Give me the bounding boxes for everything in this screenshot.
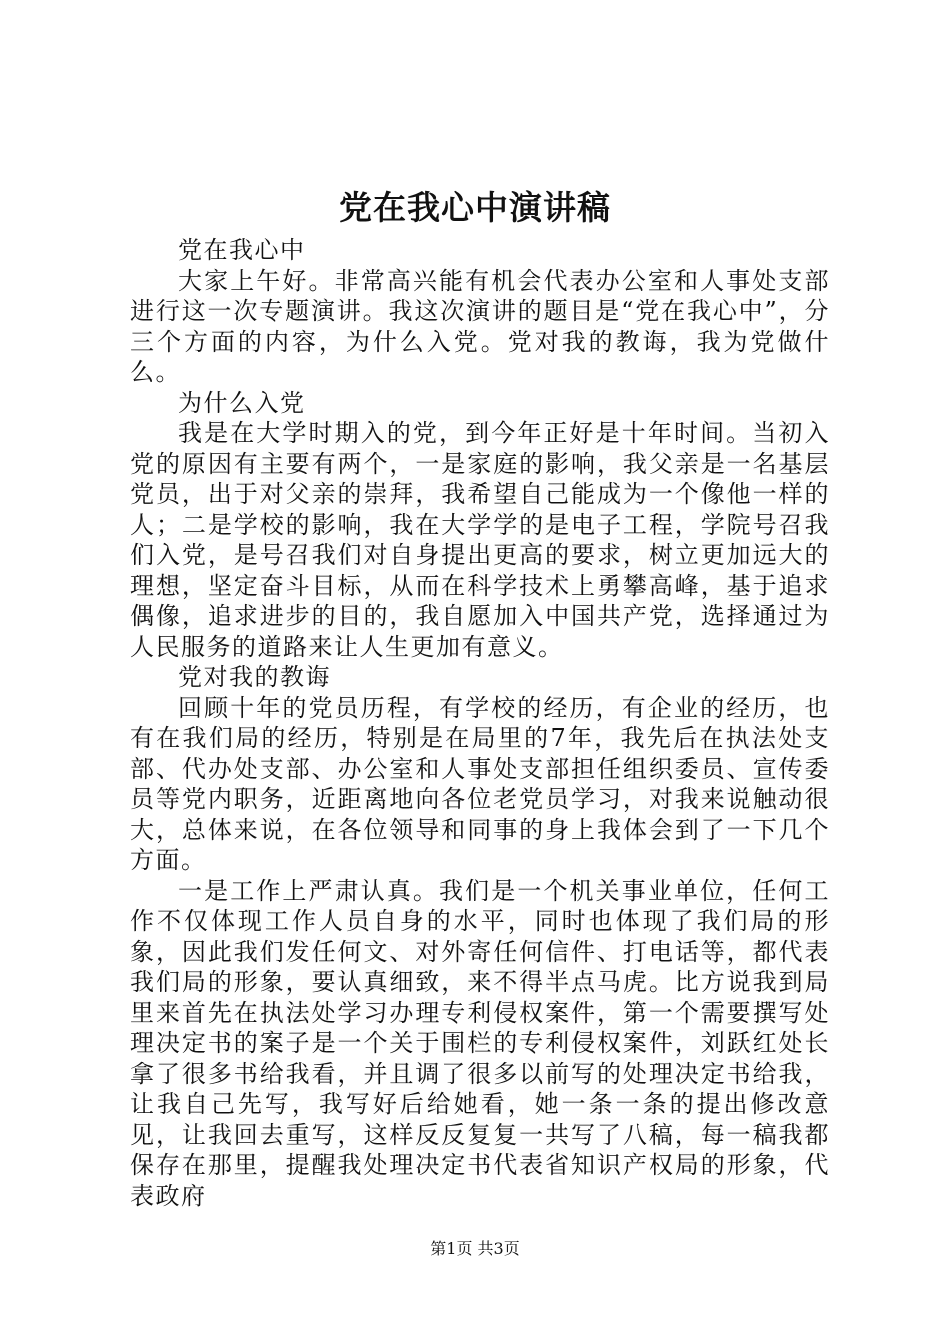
document-body xyxy=(130,235,830,1211)
heading-party-teachings: 党对我的教诲 xyxy=(178,663,331,691)
paragraph-greeting: 大家上午好。非常高兴能有机会代表办公室和人事处支部进行这一次专题演讲。我这次演讲的题目是“党在我心中”，分三个方面的内容，为什么入党。党对我的教诲，我为党做什么。 xyxy=(130,266,830,386)
heading-dang-zai-wo-xin-zhong: 党在我心中 xyxy=(178,236,306,264)
paragraph-work-serious: 一是工作上严肃认真。我们是一个机关事业单位，任何工作不仅体现工作人员自身的水平，同时也体现了我们局的形象，因此我们发任何文、对外寄任何信件、打电话等，都代表我们局的形象，要认真细致，来不得半点马虎。比方说我到局里来首先在执法处学习办理专利侵权案件，第一个需要撰写处理决定书的案子是一个关于围栏的专利侵权案件，刘跃红处长拿了很多书给我看，并且调了很多以前写的处理决定书给我，让我自己先写，我写好后给她看，她一条一条的提出修改意见，让我回去重写，这样反反复复一共写了八稿，每一稿我都保存在那里，提醒我处理决定书代表省知识产权局的形象，代表政府 xyxy=(130,876,830,1210)
heading-why-join-party: 为什么入党 xyxy=(178,388,306,417)
paragraph-why-join-party: 我是在大学时期入的党，到今年正好是十年时间。当初入党的原因有主要有两个，一是家庭的影响，我父亲是一名基层党员，出于对父亲的崇拜，我希望自己能成为一个像他一样的人；二是学校的影响，我在大学学的是电子工程，学院号召我们入党，是号召我们对自身提出更高的要求，树立更加远大的理想，坚定奋斗目标，从而在科学技术上勇攀高峰，基于追求偶像，追求进步的目的，我自愿加入中国共产党，选择通过为人民服务的道路来让人生更加有意义。 xyxy=(130,419,830,661)
paragraph-party-teachings: 回顾十年的党员历程，有学校的经历，有企业的经历，也有在我们局的经历，特别是在局里的7年，我先后在执法处支部、代办处支部、办公室和人事处支部担任组织委员、宣传委员等党内职务，近距离地向各位老党员学习，对我来说触动很大，总体来说，在各位领导和同事的身上我体会到了一下几个方面。 xyxy=(130,693,830,874)
document-title: 党在我心中演讲稿 xyxy=(339,188,611,227)
page-footer: 第1页 共3页 xyxy=(430,1239,520,1258)
